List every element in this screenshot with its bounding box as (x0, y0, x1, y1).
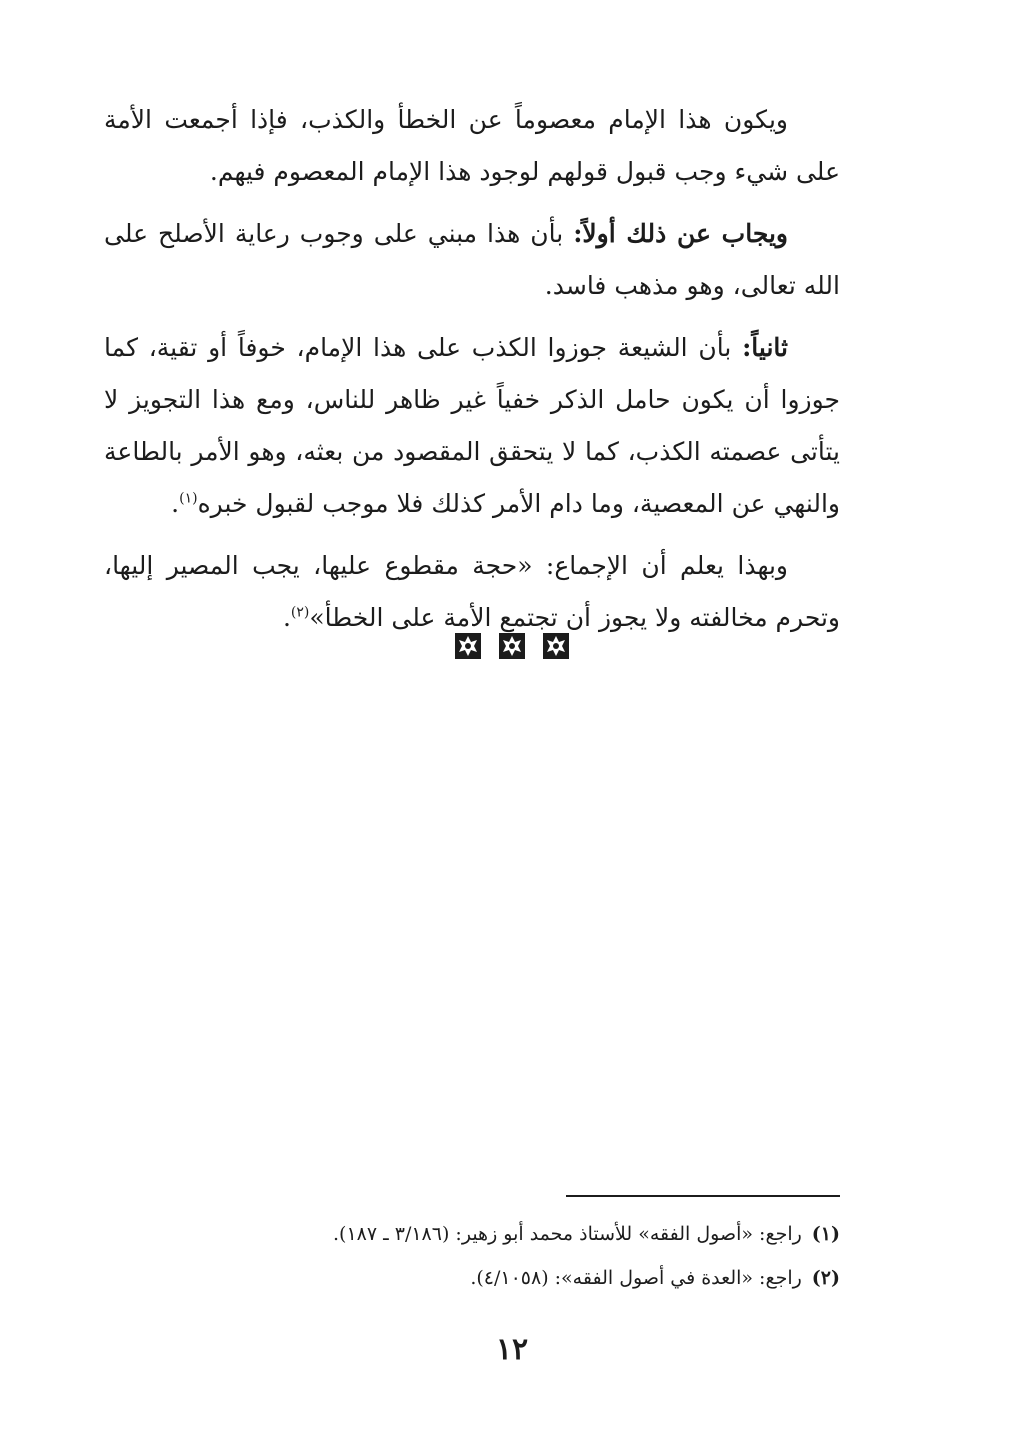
footnotes (200, 1214, 840, 1302)
paragraph-2-lead: ويجاب عن ذلك أولاً: (573, 219, 788, 248)
paragraph-1 (104, 94, 840, 198)
floral-ornament-icon (498, 632, 526, 660)
paragraph-3 (104, 322, 840, 530)
footnote-2-number: (٢) (811, 1267, 840, 1289)
paragraph-4-text: وبهذا يعلم أن الإجماع: «حجة مقطوع عليها، يجب المصير إليها، وتحرم مخالفته ولا يجوز أن تجتمع الأمة على الخطأ» (104, 551, 840, 632)
paragraph-2-text: بأن هذا مبني على وجوب رعاية الأصلح على الله تعالى، وهو مذهب فاسد. (104, 219, 840, 300)
footnote-2 (200, 1258, 840, 1298)
paragraph-3-lead: ثانياً: (742, 333, 788, 362)
paragraph-2 (104, 208, 840, 312)
paragraph-3-end: . (171, 489, 180, 518)
paragraph-4-end: . (282, 603, 291, 632)
floral-ornament-icon (542, 632, 570, 660)
footnote-ref-1[interactable]: (١) (179, 490, 198, 507)
footnote-2-text: راجع: «العدة في أصول الفقه»: (٤/١٠٥٨). (470, 1267, 802, 1289)
footnote-ref-2[interactable]: (٢) (290, 604, 310, 621)
page-number: ١٢ (495, 1332, 529, 1367)
paragraph-1-text: ويكون هذا الإمام معصوماً عن الخطأ والكذب، فإذا أجمعت الأمة على شيء وجب قبول قولهم لوجود هذا الإمام المعصوم فيهم. (104, 105, 840, 186)
section-separator (412, 632, 612, 664)
footnote-1-number: (١) (811, 1223, 840, 1245)
paragraph-4 (104, 540, 840, 644)
main-text (104, 94, 840, 654)
floral-ornament-icon (454, 632, 482, 660)
footnote-1 (200, 1214, 840, 1254)
footnote-1-text: راجع: «أصول الفقه» للأستاذ محمد أبو زهير: (٣/١٨٦ ـ ١٨٧). (333, 1223, 802, 1245)
paragraph-3-text: بأن الشيعة جوزوا الكذب على هذا الإمام، خوفاً أو تقية، كما جوزوا أن يكون حامل الذكر خفياً غير ظاهر للناس، ومع هذا التجويز لا يتأتى عصمته الكذب، كما لا يتحقق المقصود من بعثه، وهو الأمر بالطاعة والنهي عن المعصية، وما دام الأمر كذلك فلا موجب لقبول خبره (104, 333, 840, 518)
footnote-divider (566, 1195, 840, 1197)
